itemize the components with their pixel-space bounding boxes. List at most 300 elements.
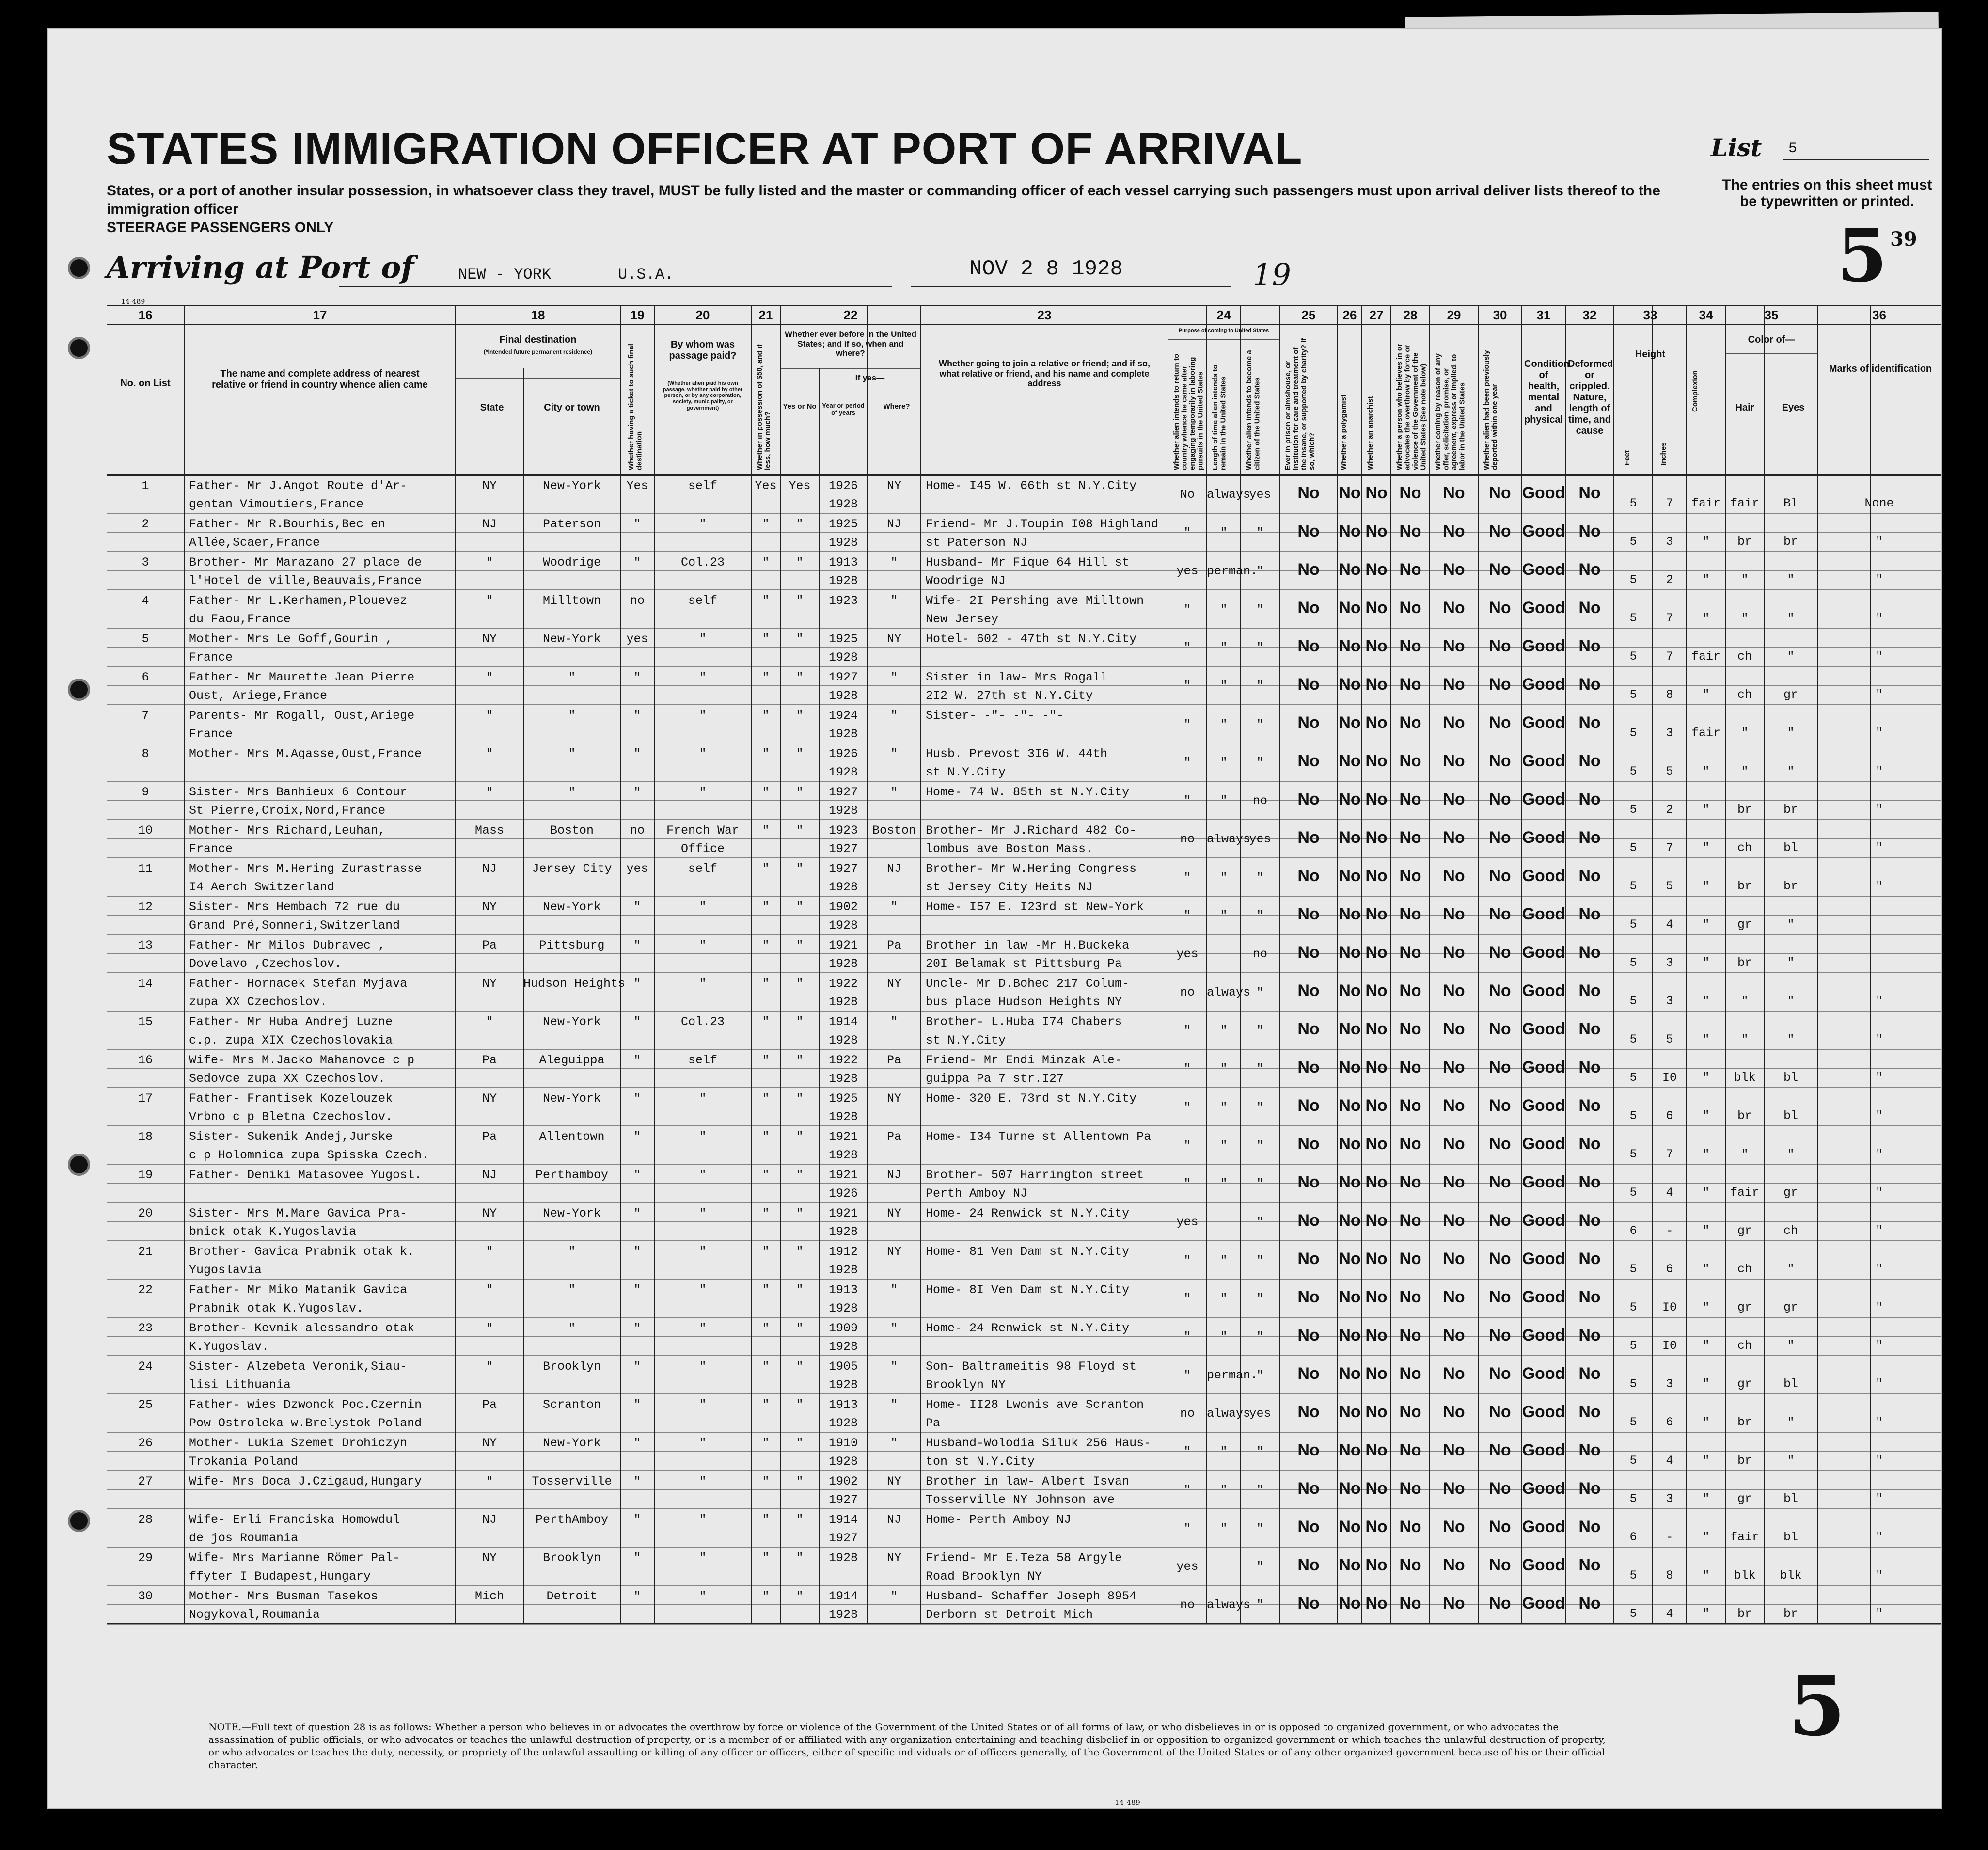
q29-labor: No	[1443, 1556, 1465, 1574]
years-line1: 1921	[828, 1130, 858, 1144]
row-number: 26	[138, 1436, 153, 1450]
q25-prison: No	[1297, 1441, 1320, 1459]
complexion: "	[1702, 956, 1710, 970]
years-line1: 1925	[828, 632, 858, 646]
purpose-length: "	[1220, 794, 1228, 808]
header-years: Year or period of years	[822, 402, 865, 416]
relative-line2: lisi Lithuania	[189, 1378, 291, 1392]
relative-line1: Brother- Gavica Prabnik otak k.	[189, 1245, 415, 1259]
hair-color: fair	[1730, 1186, 1759, 1200]
relative-line2: gentan Vimoutiers,France	[189, 497, 364, 511]
ticket: "	[633, 670, 641, 684]
dest-state: "	[486, 709, 493, 723]
years-line2: 1926	[828, 1186, 858, 1201]
purpose-citizen: "	[1256, 641, 1264, 655]
money-50: "	[762, 1091, 770, 1106]
height-feet: 6	[1629, 1530, 1637, 1544]
purpose-length: "	[1220, 641, 1228, 655]
relative-line1: Sister- Mrs Banhieux 6 Contour	[189, 785, 408, 799]
purpose-return: no	[1180, 1407, 1195, 1421]
money-50: "	[762, 1321, 770, 1335]
eye-color: ch	[1783, 1224, 1798, 1238]
ticket: "	[633, 938, 641, 952]
purpose-citizen: yes	[1249, 832, 1271, 846]
ticket: "	[633, 1245, 641, 1259]
health: Good	[1522, 637, 1565, 655]
q29-labor: No	[1443, 1288, 1465, 1306]
q25-prison: No	[1297, 1020, 1320, 1038]
purpose-return: "	[1183, 1483, 1191, 1497]
q28-overthrow: No	[1399, 1326, 1421, 1344]
relative-line1: Wife- Mrs Doca J.Czigaud,Hungary	[189, 1474, 422, 1488]
before-in-us: "	[796, 1398, 804, 1412]
ticket: "	[633, 1206, 641, 1220]
hair-color: "	[1741, 611, 1749, 625]
arriving-label: Arriving at Port of	[107, 250, 414, 285]
height-inches: 4	[1666, 1454, 1673, 1468]
q25-prison: No	[1297, 1058, 1320, 1076]
q29-labor: No	[1443, 1441, 1465, 1459]
years-line2: 1928	[828, 1225, 858, 1239]
q25-prison: No	[1297, 599, 1320, 617]
passage-paid: self	[688, 479, 717, 493]
q28-overthrow: No	[1399, 675, 1421, 694]
where: "	[890, 1589, 898, 1603]
height-feet: 5	[1629, 917, 1637, 932]
q30-deported: No	[1489, 637, 1511, 655]
purpose-length: "	[1220, 679, 1228, 693]
header-color-of: Color of—	[1748, 334, 1795, 345]
complexion: "	[1702, 1262, 1710, 1276]
passage-paid: "	[699, 670, 707, 684]
purpose-length: "	[1220, 1138, 1228, 1153]
complexion: "	[1702, 1186, 1710, 1200]
relative-line2: l'Hotel de ville,Beauvais,France	[189, 574, 422, 588]
joining-line1: Brother in law -Mr H.Buckeka	[926, 938, 1130, 952]
purpose-citizen: "	[1256, 1292, 1264, 1306]
q27-anarchist: No	[1365, 828, 1388, 847]
years-line1: 1909	[828, 1321, 858, 1335]
q27-anarchist: No	[1365, 905, 1388, 923]
ticket: "	[633, 1015, 641, 1029]
hair-color: br	[1737, 956, 1752, 970]
q26-polygamist: No	[1339, 943, 1361, 962]
years-line1: 1926	[828, 747, 858, 761]
height-inches: 7	[1666, 496, 1673, 510]
eye-color: br	[1783, 1607, 1798, 1621]
before-in-us: "	[796, 1321, 804, 1335]
purpose-citizen: "	[1256, 1253, 1264, 1267]
joining-line1: Husband- Schaffer Joseph 8954	[926, 1589, 1137, 1603]
relative-line1: Wife- Mrs Marianne Römer Pal-	[189, 1551, 400, 1565]
row-number: 21	[138, 1245, 153, 1259]
passage-paid: "	[699, 1245, 707, 1259]
height-feet: 5	[1629, 649, 1637, 664]
q25-prison: No	[1297, 1479, 1320, 1498]
marks-identification: "	[1875, 611, 1883, 625]
joining-line2: Brooklyn NY	[926, 1378, 1006, 1392]
years-line1: 1921	[828, 1168, 858, 1182]
relative-line2: c.p. zupa XIX Czechoslovakia	[189, 1033, 393, 1047]
relative-line2: Nogykoval,Roumania	[189, 1608, 320, 1622]
deformed: No	[1578, 1403, 1601, 1421]
deformed: No	[1578, 637, 1601, 655]
dest-state: "	[486, 1474, 493, 1488]
passage-paid: "	[699, 1436, 707, 1450]
q26-polygamist: No	[1339, 1326, 1361, 1344]
q30-deported: No	[1489, 1020, 1511, 1038]
q25-prison: No	[1297, 943, 1320, 962]
where: NY	[886, 1245, 901, 1259]
header-purpose-return: Whether alien intends to return to country whence he came after engaging temporarily in laboring pursuits in the United States	[1172, 353, 1205, 470]
years-line2: 1928	[828, 1455, 858, 1469]
height-inches: 8	[1666, 688, 1673, 702]
row-number: 15	[138, 1015, 153, 1029]
purpose-citizen: "	[1256, 717, 1264, 731]
dest-city: "	[568, 1321, 576, 1335]
dest-city: Woodrige	[542, 555, 601, 569]
purpose-length: "	[1220, 909, 1228, 923]
dest-state: "	[486, 1321, 493, 1335]
q30-deported: No	[1489, 1211, 1511, 1230]
money-50: "	[762, 1053, 770, 1067]
passage-paid: Col.23	[680, 555, 725, 569]
purpose-citizen: "	[1256, 1215, 1264, 1229]
q29-labor: No	[1443, 1096, 1465, 1115]
joining-line1: Home- I34 Turne st Allentown Pa	[926, 1130, 1152, 1144]
purpose-length: always	[1207, 1407, 1251, 1421]
years-line2: 1928	[828, 880, 858, 894]
eye-color: bl	[1783, 1492, 1798, 1506]
passage-paid: "	[699, 1206, 707, 1220]
before-in-us: "	[796, 594, 804, 608]
q28-overthrow: No	[1399, 752, 1421, 770]
typewritten-note: The entries on this sheet must be typewritten or printed.	[1722, 177, 1932, 209]
q27-anarchist: No	[1365, 1020, 1388, 1038]
relative-line2: Allée,Scaer,France	[189, 536, 320, 550]
joining-line2: Pa	[926, 1416, 941, 1430]
before-in-us: "	[796, 900, 804, 914]
height-feet: 5	[1629, 1262, 1637, 1276]
dest-state: NY	[482, 900, 497, 914]
q28-overthrow: No	[1399, 943, 1421, 962]
joining-line1: Brother- 507 Harrington street	[926, 1168, 1144, 1182]
marks-identification: "	[1875, 649, 1883, 664]
eye-color: "	[1787, 1415, 1795, 1429]
passage-paid: "	[699, 709, 707, 723]
q25-prison: No	[1297, 560, 1320, 579]
where: "	[890, 670, 898, 684]
deformed: No	[1578, 713, 1601, 732]
q25-prison: No	[1297, 637, 1320, 655]
where: "	[890, 555, 898, 569]
q26-polygamist: No	[1339, 675, 1361, 694]
purpose-length: "	[1220, 526, 1228, 540]
dest-city: "	[568, 1245, 576, 1259]
dest-city: Pittsburg	[539, 938, 605, 952]
deformed: No	[1578, 484, 1601, 502]
years-line1: 1914	[828, 1513, 858, 1527]
purpose-citizen: yes	[1249, 488, 1271, 502]
row-number: 9	[142, 785, 149, 799]
before-in-us: "	[796, 1015, 804, 1029]
years-line1: 1925	[828, 517, 858, 531]
dest-state: Pa	[482, 1053, 497, 1067]
joining-line1: Home- I45 W. 66th st N.Y.City	[926, 479, 1137, 493]
health: Good	[1522, 599, 1565, 617]
height-inches: 7	[1666, 649, 1673, 664]
years-line2: 1927	[828, 1531, 858, 1545]
purpose-return: "	[1183, 1024, 1191, 1038]
marks-identification: "	[1875, 1339, 1883, 1353]
complexion: "	[1702, 1339, 1710, 1353]
q26-polygamist: No	[1339, 1249, 1361, 1268]
q26-polygamist: No	[1339, 1020, 1361, 1038]
purpose-return: yes	[1176, 564, 1199, 578]
q28-overthrow: No	[1399, 484, 1421, 502]
purpose-citizen: no	[1252, 947, 1267, 961]
deformed: No	[1578, 1058, 1601, 1076]
q29-labor: No	[1443, 1403, 1465, 1421]
complexion: "	[1702, 1492, 1710, 1506]
row-number: 25	[138, 1398, 153, 1412]
years-line1: 1913	[828, 555, 858, 569]
q29-labor: No	[1443, 560, 1465, 579]
height-inches: 2	[1666, 573, 1673, 587]
purpose-length: perman.	[1207, 564, 1258, 578]
arrival-date: NOV 2 8 1928	[969, 257, 1123, 281]
joining-line1: Husband-Wolodia Siluk 256 Haus-	[926, 1436, 1152, 1450]
money-50: "	[762, 900, 770, 914]
header-overthrow: Whether a person who believes in or advocates the overthrow by force or violence of the Government of the United States (See note below)	[1395, 344, 1428, 470]
q29-labor: No	[1443, 522, 1465, 540]
years-line1: 1914	[828, 1589, 858, 1603]
money-50: "	[762, 823, 770, 838]
health: Good	[1522, 1594, 1565, 1613]
before-in-us: "	[796, 1474, 804, 1488]
passage-paid: "	[699, 1321, 707, 1335]
purpose-return: No	[1180, 488, 1195, 502]
row-number: 7	[142, 709, 149, 723]
q29-labor: No	[1443, 1518, 1465, 1536]
q29-labor: No	[1443, 1326, 1465, 1344]
q25-prison: No	[1297, 1556, 1320, 1574]
height-feet: 5	[1629, 994, 1637, 1008]
relative-line1: Mother- Lukia Szemet Drohiczyn	[189, 1436, 408, 1450]
q30-deported: No	[1489, 1479, 1511, 1498]
purpose-length: "	[1220, 1445, 1228, 1459]
dest-city: "	[568, 785, 576, 799]
port-value: NEW - YORK	[458, 266, 552, 284]
q25-prison: No	[1297, 1518, 1320, 1536]
height-feet: 5	[1629, 573, 1637, 587]
deformed: No	[1578, 905, 1601, 923]
hair-color: br	[1737, 535, 1752, 549]
purpose-return: "	[1183, 1330, 1191, 1344]
purpose-return: "	[1183, 1521, 1191, 1535]
q25-prison: No	[1297, 981, 1320, 1000]
subtitle-line2: STEERAGE PASSENGERS ONLY	[107, 220, 334, 236]
relative-line1: Wife- Mrs M.Jacko Mahanovce c p	[189, 1053, 415, 1067]
q27-anarchist: No	[1365, 1518, 1388, 1536]
where: "	[890, 1283, 898, 1297]
purpose-return: "	[1183, 870, 1191, 885]
relative-line1: Sister- Alzebeta Veronik,Siau-	[189, 1360, 408, 1374]
passage-paid: "	[699, 900, 707, 914]
relative-line1: Mother- Mrs Le Goff,Gourin ,	[189, 632, 393, 646]
dest-city: "	[568, 709, 576, 723]
ticket: "	[633, 1283, 641, 1297]
row-number: 6	[142, 670, 149, 684]
height-inches: 7	[1666, 841, 1673, 855]
money-50: "	[762, 1551, 770, 1565]
purpose-citizen: "	[1256, 1330, 1264, 1344]
purpose-return: "	[1183, 794, 1191, 808]
complexion: "	[1702, 611, 1710, 625]
q29-labor: No	[1443, 943, 1465, 962]
dest-city: Paterson	[542, 517, 601, 531]
q25-prison: No	[1297, 1096, 1320, 1115]
q28-overthrow: No	[1399, 981, 1421, 1000]
passage-paid: "	[699, 785, 707, 799]
column-number-27: 27	[1369, 308, 1384, 322]
q27-anarchist: No	[1365, 675, 1388, 694]
complexion: "	[1702, 535, 1710, 549]
before-in-us: "	[796, 977, 804, 991]
marks-identification: "	[1875, 1377, 1883, 1391]
hair-color: br	[1737, 1415, 1752, 1429]
height-feet: 5	[1629, 1568, 1637, 1582]
q26-polygamist: No	[1339, 1211, 1361, 1230]
joining-line1: Hotel- 602 - 47th st N.Y.City	[926, 632, 1137, 646]
q30-deported: No	[1489, 981, 1511, 1000]
years-line2: 1928	[828, 1263, 858, 1277]
purpose-length: "	[1220, 1521, 1228, 1535]
purpose-citizen: "	[1256, 1483, 1264, 1497]
punch-hole-icon	[68, 1510, 90, 1532]
money-50: "	[762, 1513, 770, 1527]
q26-polygamist: No	[1339, 981, 1361, 1000]
money-50: "	[762, 670, 770, 684]
health: Good	[1522, 1479, 1565, 1498]
deformed: No	[1578, 981, 1601, 1000]
joining-line1: Friend- Mr Endi Minzak Ale-	[926, 1053, 1122, 1067]
passage-paid: Col.23	[680, 1015, 725, 1029]
row-number: 23	[138, 1321, 153, 1335]
relative-line1: Mother- Mrs M.Hering Zurastrasse	[189, 862, 422, 876]
ticket: yes	[626, 862, 648, 876]
list-label: List	[1711, 133, 1762, 162]
row-number: 28	[138, 1513, 153, 1527]
years-line2: 1928	[828, 1033, 858, 1047]
row-number: 5	[142, 632, 149, 646]
purpose-length: always	[1207, 488, 1251, 502]
passage-paid: self	[688, 862, 717, 876]
q26-polygamist: No	[1339, 752, 1361, 770]
relative-line1: Sister- Mrs M.Mare Gavica Pra-	[189, 1206, 408, 1220]
q26-polygamist: No	[1339, 1135, 1361, 1153]
relative-line1: Mother- Mrs Richard,Leuhan,	[189, 823, 386, 838]
hair-color: gr	[1737, 1492, 1752, 1506]
q28-overthrow: No	[1399, 637, 1421, 655]
ticket: "	[633, 1321, 641, 1335]
column-number-16: 16	[138, 308, 153, 322]
purpose-citizen: "	[1256, 1062, 1264, 1076]
marks-identification: "	[1875, 879, 1883, 893]
joining-line1: Wife- 2I Pershing ave Milltown	[926, 594, 1144, 608]
years-line2: 1928	[828, 804, 858, 818]
hair-color: gr	[1737, 1224, 1752, 1238]
before-in-us: "	[796, 1130, 804, 1144]
deformed: No	[1578, 1020, 1601, 1038]
joining-line1: Home- 74 W. 85th st N.Y.City	[926, 785, 1130, 799]
height-feet: 5	[1629, 1071, 1637, 1085]
joining-line1: Home- 24 Renwick st N.Y.City	[926, 1321, 1130, 1335]
marks-identification: "	[1875, 688, 1883, 702]
column-number-19: 19	[630, 308, 645, 322]
page-title: STATES IMMIGRATION OFFICER AT PORT OF ARRIVAL	[107, 124, 1303, 174]
purpose-citizen: "	[1256, 1138, 1264, 1153]
eye-color: "	[1787, 1262, 1795, 1276]
header-before-in-us: Whether ever before in the United States; and if so, when and where?	[784, 330, 917, 358]
dest-state: NY	[482, 479, 497, 493]
q25-prison: No	[1297, 905, 1320, 923]
where: "	[890, 594, 898, 608]
years-line1: 1923	[828, 823, 858, 838]
dest-city: New-York	[542, 1015, 601, 1029]
relative-line2: c p Holomnica zupa Spisska Czech.	[189, 1148, 429, 1162]
height-feet: 5	[1629, 535, 1637, 549]
column-number-23: 23	[1037, 308, 1052, 322]
health: Good	[1522, 752, 1565, 770]
purpose-return: "	[1183, 1368, 1191, 1382]
ticket: "	[633, 1360, 641, 1374]
column-number-28: 28	[1403, 308, 1418, 322]
q28-overthrow: No	[1399, 1441, 1421, 1459]
marks-identification: "	[1875, 1492, 1883, 1506]
hair-color: gr	[1737, 1377, 1752, 1391]
deformed: No	[1578, 1211, 1601, 1230]
row-number: 1	[142, 479, 149, 493]
purpose-length: always	[1207, 1598, 1251, 1612]
hair-color: br	[1737, 1454, 1752, 1468]
q29-labor: No	[1443, 1479, 1465, 1498]
eye-color: bl	[1783, 1071, 1798, 1085]
height-feet: 5	[1629, 496, 1637, 510]
height-feet: 5	[1629, 1377, 1637, 1391]
hair-color: fair	[1730, 1530, 1759, 1544]
q30-deported: No	[1489, 943, 1511, 962]
height-feet: 6	[1629, 1224, 1637, 1238]
relative-line2: Yugoslavia	[189, 1263, 262, 1277]
q30-deported: No	[1489, 1173, 1511, 1191]
relative-line1: Parents- Mr Rogall, Oust,Ariege	[189, 709, 415, 723]
hair-color: ch	[1737, 688, 1752, 702]
q25-prison: No	[1297, 1249, 1320, 1268]
height-inches: 4	[1666, 1607, 1673, 1621]
purpose-length: "	[1220, 1100, 1228, 1114]
relative-line1: Father- wies Dzwonck Poc.Czernin	[189, 1398, 422, 1412]
ticket: "	[633, 1474, 641, 1488]
eye-color: gr	[1783, 1186, 1798, 1200]
row-number: 2	[142, 517, 149, 531]
q27-anarchist: No	[1365, 1288, 1388, 1306]
money-50: "	[762, 862, 770, 876]
hair-color: gr	[1737, 1300, 1752, 1314]
years-line2: 1928	[828, 918, 858, 933]
purpose-return: "	[1183, 641, 1191, 655]
q28-overthrow: No	[1399, 1288, 1421, 1306]
